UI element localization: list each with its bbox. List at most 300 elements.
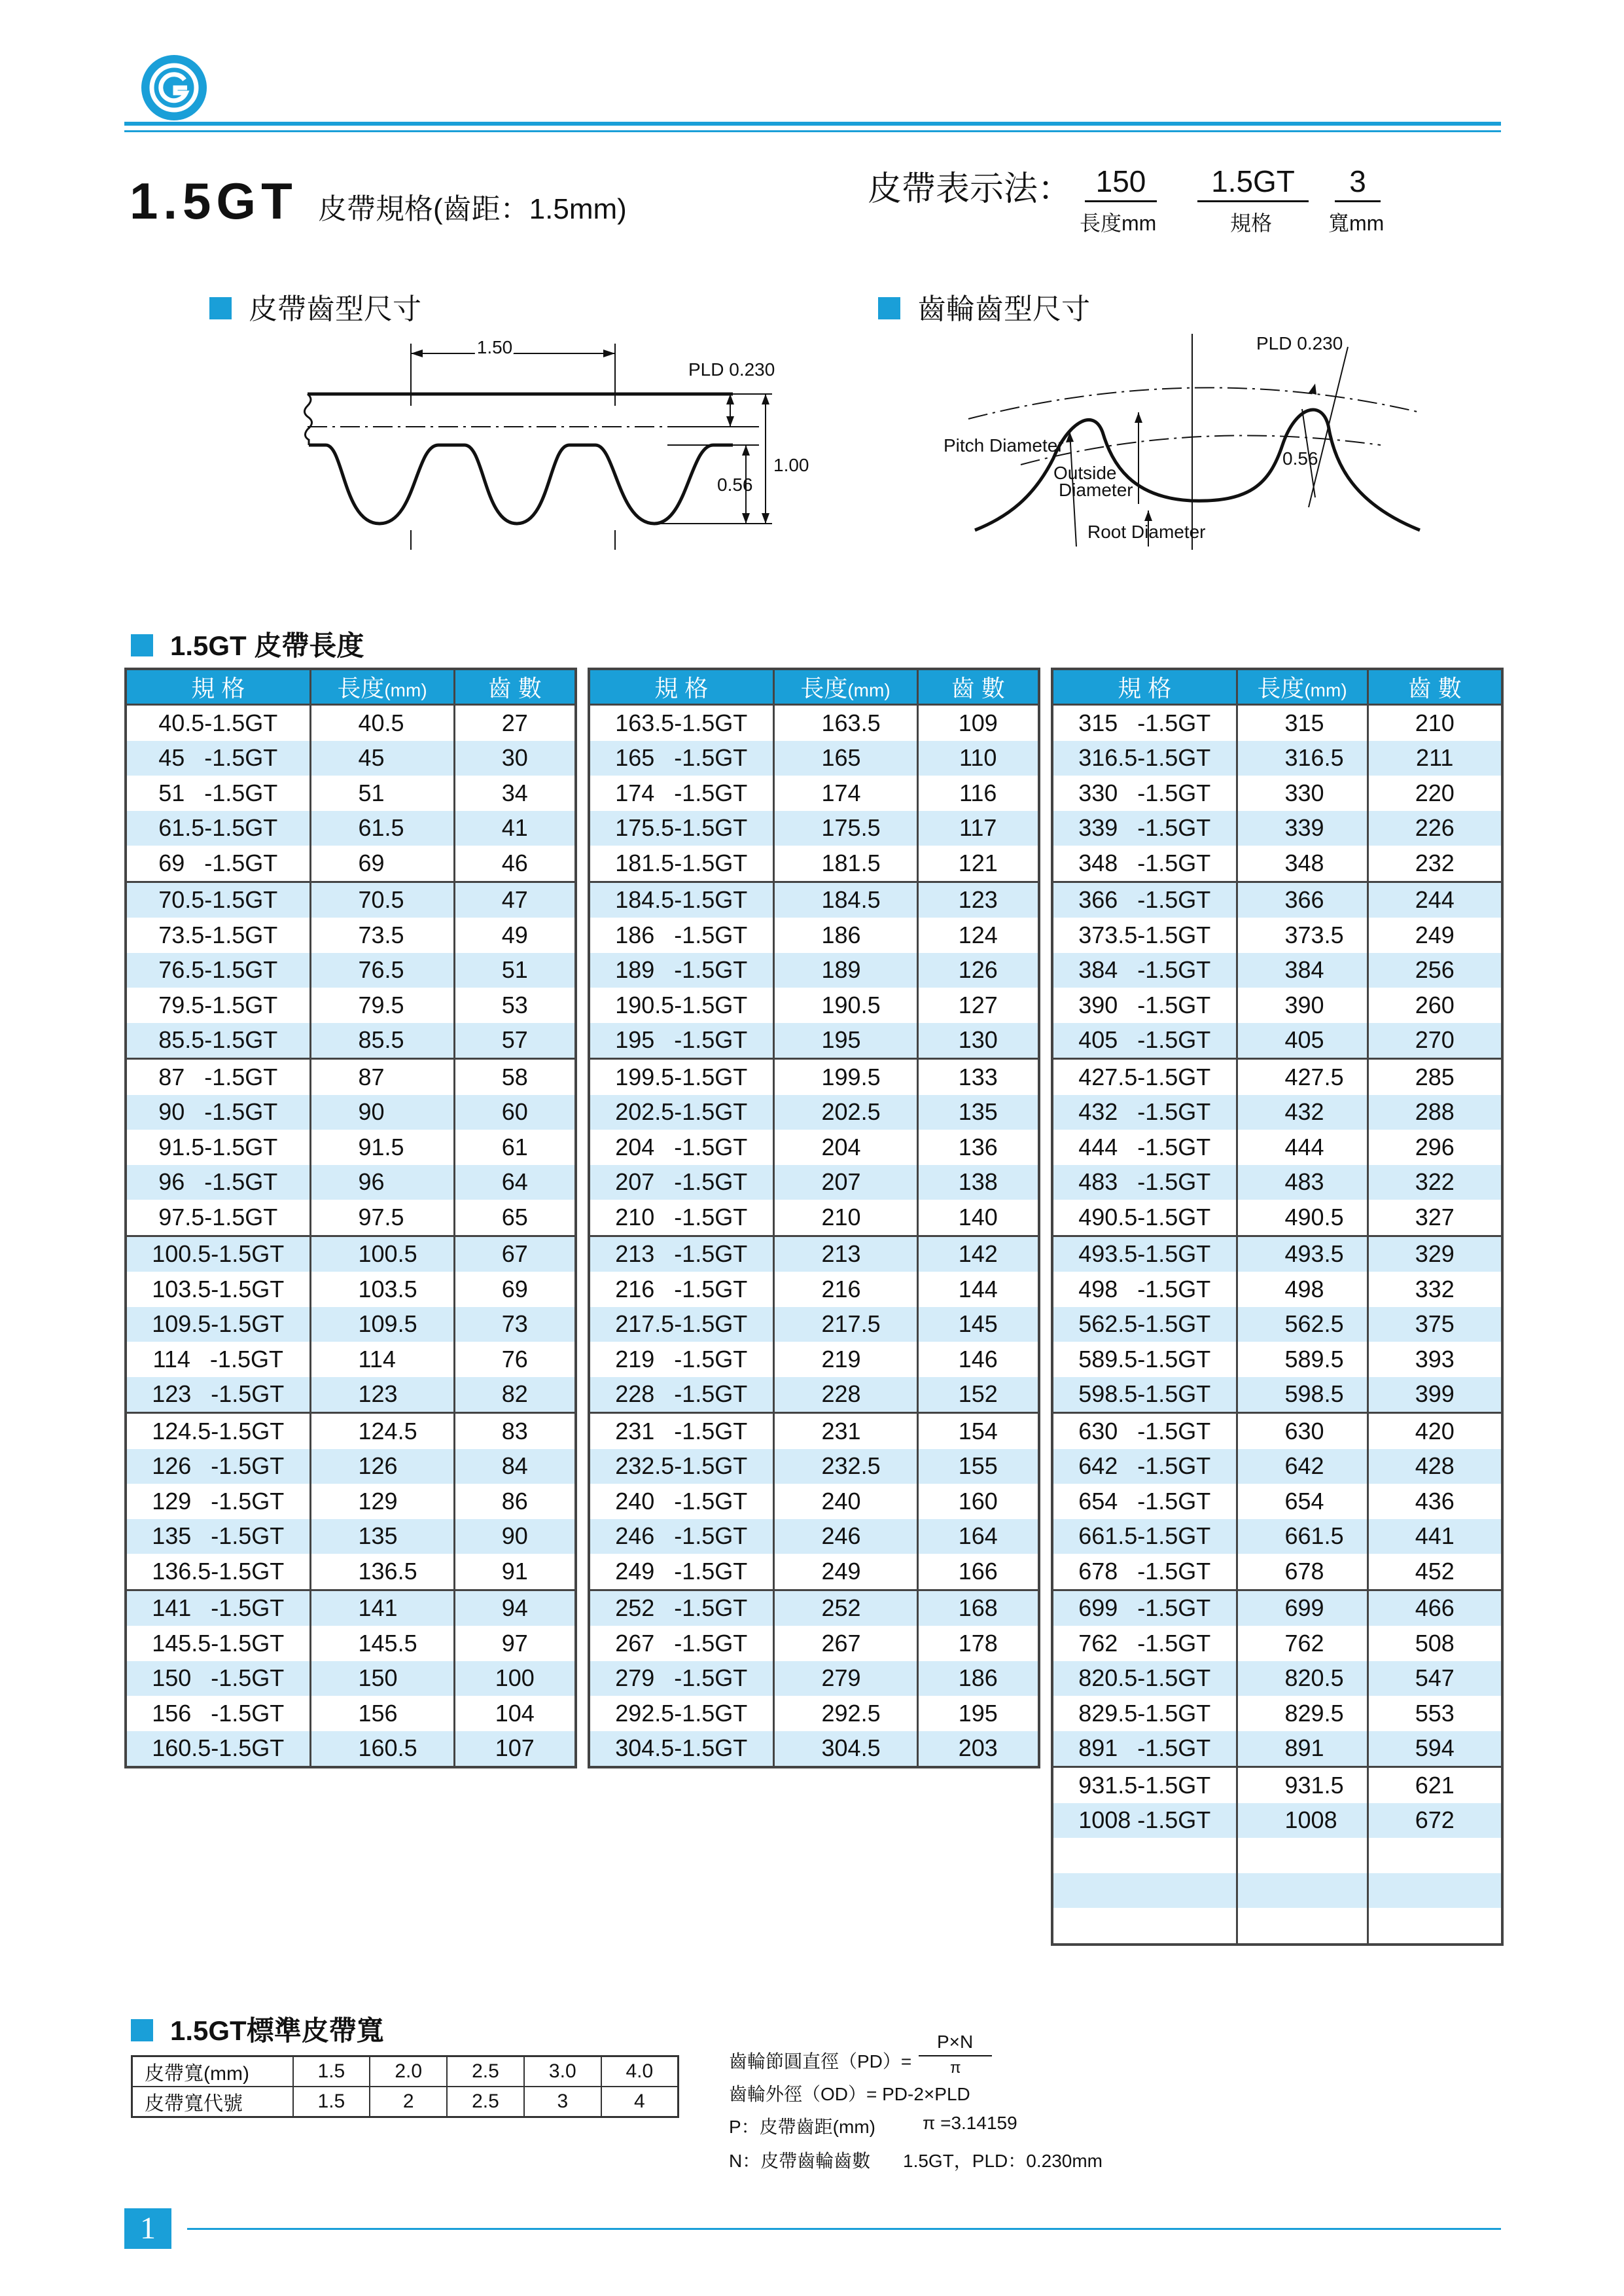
teeth-cell: 146 <box>917 1342 1039 1377</box>
length-cell: 96 <box>310 1165 454 1200</box>
table-row <box>589 1661 1039 1696</box>
spec-cell: 97.5-1.5GT <box>158 1203 278 1230</box>
teeth-cell: 327 <box>1368 1200 1502 1236</box>
spec-cell: 135 -1.5GT <box>126 1519 310 1554</box>
teeth-cell: 203 <box>917 1731 1039 1768</box>
length-cell <box>1237 1838 1368 1873</box>
spec-cell: 384 -1.5GT <box>1052 953 1237 988</box>
table-row <box>1052 846 1502 882</box>
length-cell: 217.5 <box>773 1307 917 1342</box>
notation-length-value: 150 <box>1085 164 1157 202</box>
length-cell: 165 <box>773 741 917 776</box>
length-cell: 589.5 <box>1237 1342 1368 1377</box>
pulley-profile-heading: 齒輪齒型尺寸 <box>878 285 1090 327</box>
table-row <box>126 1095 576 1130</box>
spec-cell <box>1052 1838 1237 1873</box>
length-cell: 315 <box>1237 705 1368 741</box>
table-row <box>589 811 1039 846</box>
table-row <box>589 1130 1039 1165</box>
belt-width-code: 2 <box>370 2087 447 2117</box>
teeth-cell: 104 <box>454 1696 576 1731</box>
length-cell: 1008 <box>1237 1803 1368 1839</box>
footer-rule <box>187 2228 1501 2230</box>
length-cell: 210 <box>773 1200 917 1236</box>
teeth-cell: 232 <box>1368 846 1502 882</box>
length-cell: 199.5 <box>773 1059 917 1095</box>
spec-cell: 444 -1.5GT <box>1078 1133 1211 1160</box>
col-spec-header: 規 格 <box>1052 669 1237 705</box>
length-cell: 100.5 <box>310 1236 454 1272</box>
teeth-cell: 64 <box>454 1165 576 1200</box>
square-bullet-icon <box>878 297 900 319</box>
length-cell: 150 <box>310 1661 454 1696</box>
pd-formula-denominator: π <box>950 2059 961 2077</box>
page-subtitle: 皮帶規格(齒距：1.5mm) <box>318 193 627 225</box>
spec-cell: 129 -1.5GT <box>152 1487 285 1515</box>
table-row <box>1052 1413 1502 1449</box>
teeth-cell: 121 <box>917 846 1039 882</box>
spec-cell: 136.5-1.5GT <box>152 1557 285 1585</box>
spec-cell: 195 -1.5GT <box>589 1023 773 1059</box>
notation-length-label: 長度mm <box>1080 211 1157 235</box>
teeth-cell: 51 <box>454 953 576 988</box>
length-table-2 <box>588 668 1040 1768</box>
length-cell: 202.5 <box>773 1095 917 1130</box>
table-row <box>1052 1484 1502 1519</box>
table-row <box>126 1413 576 1449</box>
teeth-cell: 76 <box>454 1342 576 1377</box>
teeth-cell: 140 <box>917 1200 1039 1236</box>
spec-cell: 150 -1.5GT <box>126 1661 310 1696</box>
spec-cell: 483 -1.5GT <box>1052 1165 1237 1200</box>
table-row <box>126 1554 576 1590</box>
length-cell: 219 <box>773 1342 917 1377</box>
table-row <box>126 1200 576 1236</box>
teeth-cell: 508 <box>1368 1626 1502 1661</box>
table-row <box>589 1413 1039 1449</box>
length-cell: 498 <box>1237 1272 1368 1307</box>
teeth-cell: 420 <box>1368 1413 1502 1449</box>
spec-cell: 678 -1.5GT <box>1078 1557 1211 1585</box>
length-cell: 330 <box>1237 776 1368 811</box>
teeth-cell: 621 <box>1368 1767 1502 1803</box>
belt-width-code: 4 <box>601 2087 679 2117</box>
length-cell: 829.5 <box>1237 1696 1368 1731</box>
length-cell: 181.5 <box>773 846 917 882</box>
spec-cell: 427.5-1.5GT <box>1052 1059 1237 1095</box>
table-row <box>1052 988 1502 1023</box>
table-row <box>126 1307 576 1342</box>
spec-cell: 562.5-1.5GT <box>1052 1307 1237 1342</box>
spec-cell: 498 -1.5GT <box>1078 1275 1211 1302</box>
length-cell: 73.5 <box>310 918 454 953</box>
teeth-cell: 210 <box>1368 705 1502 741</box>
table-row <box>1052 1838 1502 1873</box>
spec-cell: 228 -1.5GT <box>589 1377 773 1413</box>
teeth-cell: 82 <box>454 1377 576 1413</box>
table-row <box>589 1484 1039 1519</box>
spec-cell: 279 -1.5GT <box>589 1661 773 1696</box>
teeth-cell: 168 <box>917 1590 1039 1626</box>
length-cell: 90 <box>310 1095 454 1130</box>
spec-cell: 126 -1.5GT <box>126 1449 310 1484</box>
table-row <box>1052 1236 1502 1272</box>
length-cell: 598.5 <box>1237 1377 1368 1413</box>
teeth-cell: 127 <box>917 988 1039 1023</box>
length-cell: 160.5 <box>310 1731 454 1768</box>
teeth-cell <box>1368 1908 1502 1945</box>
spec-cell: 160.5-1.5GT <box>126 1731 310 1768</box>
table-row <box>1052 1342 1502 1377</box>
spec-cell: 339 -1.5GT <box>1052 811 1237 846</box>
teeth-cell: 117 <box>917 811 1039 846</box>
spec-cell: 246 -1.5GT <box>589 1519 773 1554</box>
spec-cell: 199.5-1.5GT <box>589 1059 773 1095</box>
header-rule-thick <box>124 122 1501 126</box>
spec-cell: 405 -1.5GT <box>1052 1023 1237 1059</box>
table-row <box>1052 776 1502 811</box>
col-length-header: 長度(mm) <box>773 669 917 705</box>
length-cell: 348 <box>1237 846 1368 882</box>
belt-width-value: 2.0 <box>370 2056 447 2087</box>
col-teeth-header: 齒 數 <box>917 669 1039 705</box>
col-spec-header: 規 格 <box>589 669 773 705</box>
p-definition: P：皮帶齒距(mm) <box>729 2117 875 2137</box>
teeth-cell: 58 <box>454 1059 576 1095</box>
length-cell: 699 <box>1237 1590 1368 1626</box>
table-row <box>1052 1059 1502 1095</box>
teeth-cell: 135 <box>917 1095 1039 1130</box>
spec-cell: 175.5-1.5GT <box>589 811 773 846</box>
length-cell: 184.5 <box>773 882 917 918</box>
spec-cell: 79.5-1.5GT <box>158 991 278 1018</box>
teeth-cell: 553 <box>1368 1696 1502 1731</box>
length-cell: 240 <box>773 1484 917 1519</box>
table-row <box>126 1130 576 1165</box>
length-cell: 97.5 <box>310 1200 454 1236</box>
table-row <box>589 1554 1039 1590</box>
spec-cell: 156 -1.5GT <box>152 1699 285 1727</box>
length-cell: 91.5 <box>310 1130 454 1165</box>
notation-width-label: 寬mm <box>1328 211 1385 235</box>
teeth-cell: 49 <box>454 918 576 953</box>
teeth-cell: 133 <box>917 1059 1039 1095</box>
belt-height-label: 1.00 <box>773 455 809 475</box>
notation-width-value: 3 <box>1335 164 1381 202</box>
belt-width-value: 2.5 <box>447 2056 524 2087</box>
length-cell: 373.5 <box>1237 918 1368 953</box>
table-row <box>126 1590 576 1626</box>
spec-cell: 216 -1.5GT <box>615 1275 748 1302</box>
belt-width-code: 1.5 <box>293 2087 370 2117</box>
teeth-cell: 220 <box>1368 776 1502 811</box>
spec-cell: 141 -1.5GT <box>126 1590 310 1626</box>
belt-width-table <box>131 2055 679 2118</box>
length-cell: 427.5 <box>1237 1059 1368 1095</box>
length-cell: 267 <box>773 1626 917 1661</box>
teeth-cell: 65 <box>454 1200 576 1236</box>
length-cell: 304.5 <box>773 1731 917 1768</box>
spec-cell: 145.5-1.5GT <box>152 1629 285 1657</box>
teeth-cell: 547 <box>1368 1661 1502 1696</box>
pulley-tooth-depth-label: 0.56 <box>1282 448 1318 469</box>
spec-cell: 90 -1.5GT <box>126 1095 310 1130</box>
teeth-cell: 226 <box>1368 811 1502 846</box>
table-row <box>1052 1731 1502 1767</box>
length-cell: 45 <box>310 741 454 776</box>
spec-cell: 630 -1.5GT <box>1052 1413 1237 1449</box>
teeth-cell: 399 <box>1368 1377 1502 1413</box>
spec-cell: 820.5-1.5GT <box>1052 1661 1237 1696</box>
table-row <box>1052 1908 1502 1945</box>
length-cell: 129 <box>310 1484 454 1519</box>
teeth-cell: 145 <box>917 1307 1039 1342</box>
length-cell: 103.5 <box>310 1272 454 1307</box>
col-teeth-header: 齒 數 <box>454 669 576 705</box>
length-cell: 390 <box>1237 988 1368 1023</box>
spec-cell: 70.5-1.5GT <box>126 882 310 918</box>
spec-cell: 73.5-1.5GT <box>158 921 278 948</box>
teeth-cell: 90 <box>454 1519 576 1554</box>
spec-cell: 91.5-1.5GT <box>158 1133 278 1160</box>
n-definition: N：皮帶齒輪齒數 <box>729 2151 871 2171</box>
teeth-cell: 30 <box>454 741 576 776</box>
table-row <box>589 1731 1039 1768</box>
spec-cell: 40.5-1.5GT <box>158 709 278 736</box>
table-row <box>1052 1554 1502 1590</box>
pitch-diameter-label: Pitch Diameter <box>944 435 1064 456</box>
page-number: 1 <box>124 2208 171 2249</box>
table-row <box>126 1626 576 1661</box>
length-cell: 70.5 <box>310 882 454 918</box>
table-row <box>1052 1767 1502 1803</box>
teeth-cell: 186 <box>917 1661 1039 1696</box>
pi-value: π =3.14159 <box>923 2113 1017 2133</box>
teeth-cell: 296 <box>1368 1130 1502 1165</box>
spec-cell: 699 -1.5GT <box>1052 1590 1237 1626</box>
length-cell: 231 <box>773 1413 917 1449</box>
teeth-cell: 109 <box>917 705 1039 741</box>
col-spec-header: 規 格 <box>126 669 310 705</box>
table-row <box>1052 1873 1502 1909</box>
length-cell: 444 <box>1237 1130 1368 1165</box>
table-row <box>589 882 1039 918</box>
table-row <box>589 1165 1039 1200</box>
teeth-cell: 67 <box>454 1236 576 1272</box>
length-cell <box>1237 1908 1368 1945</box>
table-row <box>1052 1519 1502 1554</box>
table-row <box>126 846 576 882</box>
length-cell: 630 <box>1237 1413 1368 1449</box>
teeth-cell: 256 <box>1368 953 1502 988</box>
table-row <box>589 918 1039 953</box>
outside-diameter-label-1: Outside <box>1053 463 1117 483</box>
teeth-cell: 260 <box>1368 988 1502 1023</box>
spec-cell: 829.5-1.5GT <box>1078 1699 1211 1727</box>
header-rule-thin <box>124 130 1501 132</box>
length-cell: 87 <box>310 1059 454 1095</box>
teeth-cell: 100 <box>454 1661 576 1696</box>
square-bullet-icon <box>131 2019 153 2041</box>
teeth-cell: 27 <box>454 705 576 741</box>
spec-cell: 51 -1.5GT <box>158 779 278 806</box>
belt-width-code: 3 <box>524 2087 601 2117</box>
width-section-heading: 1.5GT標準皮帶寬 <box>131 2009 384 2049</box>
belt-tooth-depth-label: 0.56 <box>717 475 753 495</box>
pd-formula-numerator: P×N <box>937 2032 974 2052</box>
teeth-cell <box>1368 1873 1502 1909</box>
teeth-cell: 69 <box>454 1272 576 1307</box>
table-row <box>589 1449 1039 1484</box>
teeth-cell: 144 <box>917 1272 1039 1307</box>
teeth-cell: 375 <box>1368 1307 1502 1342</box>
spec-cell: 661.5-1.5GT <box>1052 1519 1237 1554</box>
table-row <box>1052 1200 1502 1236</box>
col-teeth-header: 齒 數 <box>1368 669 1502 705</box>
table-row <box>589 705 1039 741</box>
teeth-cell: 160 <box>917 1484 1039 1519</box>
table-row <box>589 1272 1039 1307</box>
table-row <box>589 953 1039 988</box>
teeth-cell: 249 <box>1368 918 1502 953</box>
company-logo <box>140 54 208 122</box>
length-cell: 279 <box>773 1661 917 1696</box>
length-cell: 61.5 <box>310 811 454 846</box>
table-row <box>1052 705 1502 741</box>
table-row <box>126 918 576 953</box>
length-cell: 69 <box>310 846 454 882</box>
teeth-cell: 61 <box>454 1130 576 1165</box>
table-row <box>126 1165 576 1200</box>
pd-formula-label: 齒輪節圓直徑（PD）= <box>729 2051 912 2072</box>
table-row <box>126 1023 576 1059</box>
teeth-cell: 672 <box>1368 1803 1502 1839</box>
teeth-cell: 329 <box>1368 1236 1502 1272</box>
spec-cell: 202.5-1.5GT <box>589 1095 773 1130</box>
table-row <box>589 1023 1039 1059</box>
table-row <box>126 1059 576 1095</box>
belt-pld-label: PLD 0.230 <box>688 359 775 380</box>
teeth-cell: 136 <box>917 1130 1039 1165</box>
fraction-bar <box>919 2055 992 2056</box>
length-cell: 316.5 <box>1237 741 1368 776</box>
table-row <box>126 741 576 776</box>
pld-note: 1.5GT，PLD：0.230mm <box>903 2151 1103 2171</box>
length-cell: 762 <box>1237 1626 1368 1661</box>
teeth-cell: 155 <box>917 1449 1039 1484</box>
page-title: 1.5GT <box>130 172 298 230</box>
teeth-cell: 57 <box>454 1023 576 1059</box>
teeth-cell: 466 <box>1368 1590 1502 1626</box>
length-cell: 175.5 <box>773 811 917 846</box>
spec-cell: 315 -1.5GT <box>1078 709 1211 736</box>
table-header-row <box>126 669 576 705</box>
length-cell: 126 <box>310 1449 454 1484</box>
spec-cell: 598.5-1.5GT <box>1052 1377 1237 1413</box>
length-cell: 136.5 <box>310 1554 454 1590</box>
root-diameter-label: Root Diameter <box>1087 522 1206 542</box>
spec-cell: 174 -1.5GT <box>615 779 748 806</box>
teeth-cell: 110 <box>917 741 1039 776</box>
table-row <box>126 882 576 918</box>
length-cell: 232.5 <box>773 1449 917 1484</box>
belt-width-value: 1.5 <box>293 2056 370 2087</box>
table-row <box>126 1731 576 1768</box>
spec-cell: 184.5-1.5GT <box>589 882 773 918</box>
teeth-cell: 107 <box>454 1731 576 1768</box>
length-cell: 190.5 <box>773 988 917 1023</box>
table-row <box>126 1519 576 1554</box>
length-cell: 76.5 <box>310 953 454 988</box>
table-row <box>126 988 576 1023</box>
teeth-cell: 83 <box>454 1413 576 1449</box>
belt-width-label: 皮帶寬(mm) <box>132 2056 293 2087</box>
table-row <box>589 741 1039 776</box>
notation-label: 皮帶表示法： <box>868 170 1072 208</box>
table-row <box>1052 811 1502 846</box>
table-row <box>1052 918 1502 953</box>
teeth-cell <box>1368 1838 1502 1873</box>
spec-cell: 267 -1.5GT <box>615 1629 748 1657</box>
table-row <box>589 1059 1039 1095</box>
length-cell: 405 <box>1237 1023 1368 1059</box>
teeth-cell: 594 <box>1368 1731 1502 1767</box>
length-cell: 145.5 <box>310 1626 454 1661</box>
spec-cell: 252 -1.5GT <box>589 1590 773 1626</box>
length-cell: 642 <box>1237 1449 1368 1484</box>
table-row <box>1052 1590 1502 1626</box>
length-cell: 252 <box>773 1590 917 1626</box>
spec-cell: 100.5-1.5GT <box>126 1236 310 1272</box>
teeth-cell: 124 <box>917 918 1039 953</box>
length-cell: 246 <box>773 1519 917 1554</box>
notation-spec-value: 1.5GT <box>1197 164 1309 202</box>
length-cell <box>1237 1873 1368 1909</box>
spec-cell: 366 -1.5GT <box>1052 882 1237 918</box>
teeth-cell: 195 <box>917 1696 1039 1731</box>
teeth-cell: 130 <box>917 1023 1039 1059</box>
table-row <box>132 2056 679 2087</box>
belt-width-code: 2.5 <box>447 2087 524 2117</box>
spec-cell: 231 -1.5GT <box>589 1413 773 1449</box>
square-bullet-icon <box>209 297 232 319</box>
col-length-header: 長度(mm) <box>1237 669 1368 705</box>
spec-cell: 316.5-1.5GT <box>1052 741 1237 776</box>
spec-cell: 163.5-1.5GT <box>615 709 748 736</box>
teeth-cell: 138 <box>917 1165 1039 1200</box>
teeth-cell: 211 <box>1368 741 1502 776</box>
teeth-cell: 84 <box>454 1449 576 1484</box>
length-cell: 141 <box>310 1590 454 1626</box>
spec-cell: 348 -1.5GT <box>1078 849 1211 876</box>
length-cell: 384 <box>1237 953 1368 988</box>
table-row <box>126 1236 576 1272</box>
length-cell: 109.5 <box>310 1307 454 1342</box>
table-row <box>1052 1130 1502 1165</box>
spec-cell: 210 -1.5GT <box>615 1203 748 1230</box>
length-cell: 249 <box>773 1554 917 1590</box>
teeth-cell: 94 <box>454 1590 576 1626</box>
length-cell: 40.5 <box>310 705 454 741</box>
table-row <box>589 1696 1039 1731</box>
spec-cell: 390 -1.5GT <box>1078 991 1211 1018</box>
spec-cell: 213 -1.5GT <box>589 1236 773 1272</box>
table-row <box>1052 1377 1502 1413</box>
teeth-cell: 34 <box>454 776 576 811</box>
od-formula: 齒輪外徑（OD）= PD-2×PLD <box>729 2084 970 2104</box>
spec-cell: 85.5-1.5GT <box>126 1023 310 1059</box>
table-row <box>126 1696 576 1731</box>
